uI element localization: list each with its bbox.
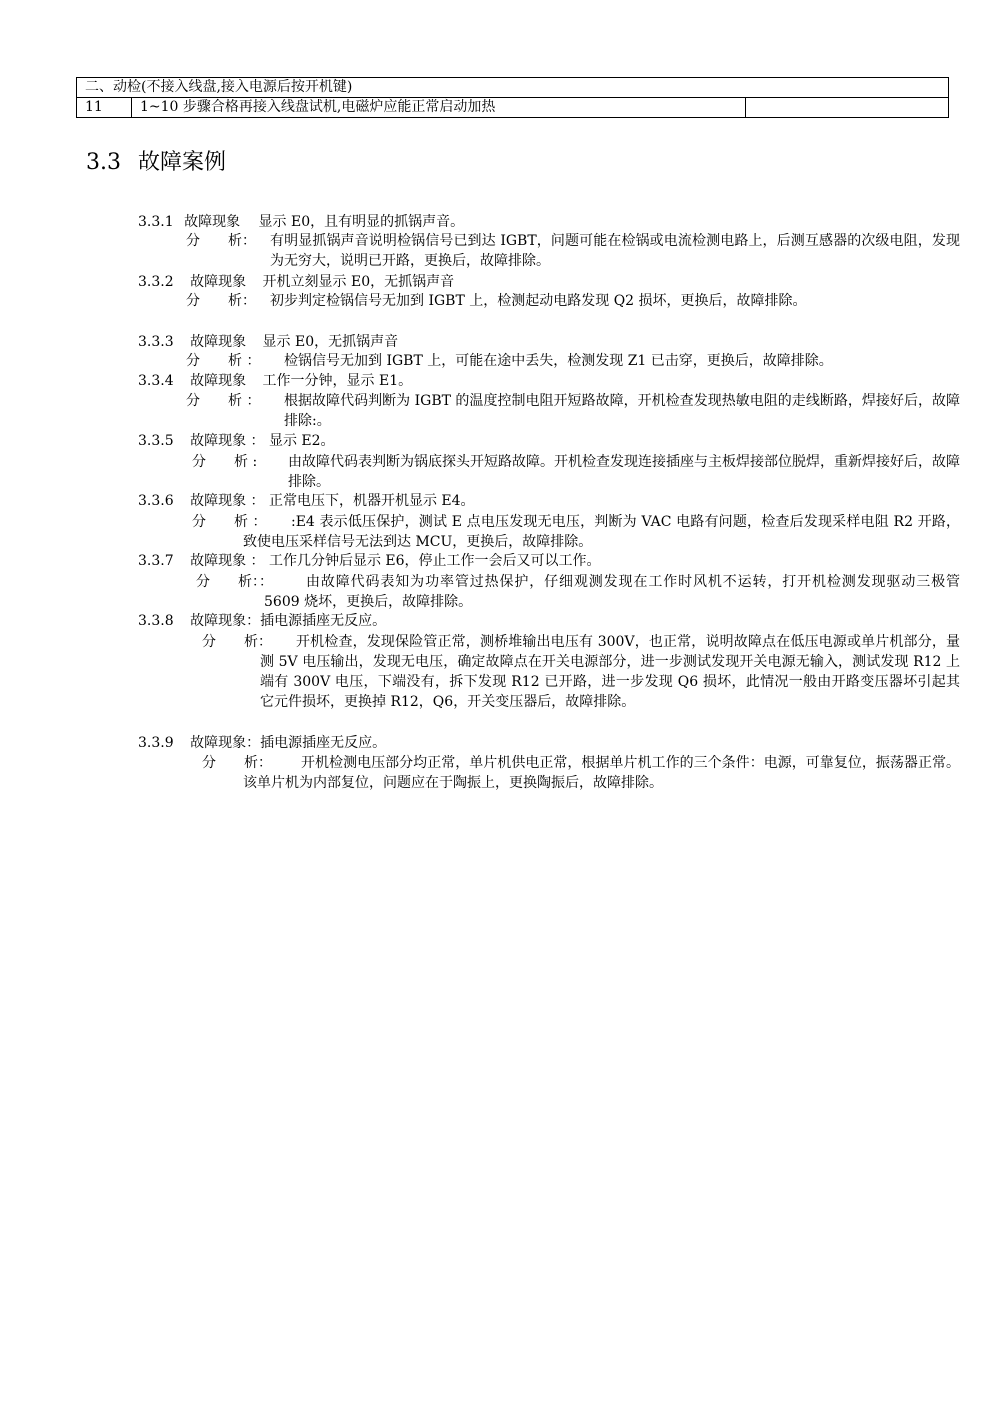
case-id: 3.3.6: [138, 493, 174, 509]
case-analysis-label: 分 析：: [202, 634, 272, 650]
case-id: 3.3.4: [138, 373, 174, 389]
section-title: 故障案例: [138, 150, 227, 175]
case-symptom-line: [138, 734, 386, 752]
table-row: [77, 98, 949, 118]
case-analysis-label: 分 析 ：: [186, 353, 261, 369]
case-symptom-line: [138, 372, 412, 390]
case-symptom-label: 故障现象: [190, 373, 247, 389]
case-symptom-label: 故障现象：: [190, 613, 261, 629]
case-symptom-line: [138, 432, 335, 450]
case-analysis-text: 开机检测电压部分均正常，单片机供电正常，根据单片机工作的三个条件：电源，可靠复位，振荡器正常。该单片机为内部复位，问题应在于陶振上，更换陶振后，故障排除。: [243, 755, 960, 791]
case-id: 3.3.8: [138, 613, 174, 629]
case-analysis-label: 分 析：: [186, 293, 256, 309]
case-symptom-text: 显示 E0，无抓锅声音: [262, 334, 399, 350]
case-id: 3.3.9: [138, 735, 174, 751]
table-cell-remark: [746, 98, 949, 118]
case-symptom-text: 插电源插座无反应。: [260, 613, 387, 629]
case-id: 3.3.3: [138, 334, 174, 350]
case-symptom-text: 插电源插座无反应。: [260, 735, 387, 751]
case-analysis-text: 由故障代码表知为功率管过热保护，仔细观测发现在工作时风机不运转，打开机检测发现驱动三极管 5609 烧坏，更换后，故障排除。: [264, 574, 960, 610]
case-symptom-label: 故障现象 ：: [190, 433, 265, 449]
case-symptom-line: [138, 333, 398, 351]
case-analysis-text: :E4 表示低压保护，测试 E 点电压发现无电压，判断为 VAC 电路有问题，检查后发现采样电阻 R2 开路，致使电压采样信号无法到达 MCU，更换后，故障排除。: [243, 514, 960, 550]
case-symptom-text: 显示 E2。: [268, 433, 335, 449]
section-number: 3.3: [86, 150, 121, 175]
case-analysis-label: 分 析：: [202, 755, 272, 771]
case-symptom-text: 开机立刻显示 E0，无抓锅声音: [262, 274, 455, 290]
section-heading: [86, 150, 226, 176]
case-symptom-label: 故障现象 ：: [190, 493, 265, 509]
case-analysis-text: 开机检查，发现保险管正常，测桥堆输出电压有 300V，也正常，说明故障点在低压电源或单片机部分，量测 5V 电压输出，发现无电压，确定故障点在开关电源部分，进一步测试发现开关电源无输入，测试发现 R12 上端有 300V 电压，下端没有，拆下发现 R12 已开路，进一步发现 Q6 损坏，此情况一般由开路变压器坏引起其它元件损坏，更换掉 R12，Q6，开关变压器后，故障排除。: [260, 634, 960, 710]
inspection-table: [76, 77, 949, 118]
case-symptom-line: [138, 273, 454, 291]
case-id: 3.3.2: [138, 274, 174, 290]
case-analysis-label: 分 析 ：: [186, 393, 261, 409]
case-analysis-text: 检锅信号无加到 IGBT 上，可能在途中丢失，检测发现 Z1 已击穿，更换后，故障排除。: [284, 353, 833, 369]
case-symptom-text: 工作几分钟后显示 E6，停止工作一会后又可以工作。: [268, 553, 601, 569]
case-analysis-label: 分 析：：: [196, 574, 273, 590]
case-symptom-text: 显示 E0，且有明显的抓锅声音。: [258, 214, 465, 230]
case-analysis-text: 有明显抓锅声音说明检锅信号已到达 IGBT，问题可能在检锅或电流检测电路上，后测互感器的次级电阻，发现为无穷大，说明已开路，更换后，故障排除。: [270, 233, 960, 269]
case-id: 3.3.1: [138, 214, 174, 230]
table-section-row: [77, 78, 949, 98]
case-id: 3.3.7: [138, 553, 174, 569]
table-cell-desc: 1~10 步骤合格再接入线盘试机,电磁炉应能正常启动加热: [132, 98, 746, 118]
case-symptom-line: [138, 612, 386, 630]
case-analysis-label: 分 析 :: [192, 454, 258, 470]
case-analysis-text: 根据故障代码判断为 IGBT 的温度控制电阻开短路故障，开机检查发现热敏电阻的走线断路，焊接好后，故障排除:。: [284, 393, 960, 429]
case-symptom-label: 故障现象 ：: [190, 553, 265, 569]
table-cell-no: 11: [77, 98, 132, 118]
case-analysis-label: 分 析：: [186, 233, 256, 249]
case-symptom-text: 正常电压下，机器开机显示 E4。: [268, 493, 475, 509]
case-symptom-line: [138, 552, 601, 570]
case-symptom-label: 故障现象：: [190, 735, 261, 751]
case-analysis-text: 由故障代码表判断为锅底探头开短路故障。开机检查发现连接插座与主板焊接部位脱焊，重新焊接好后，故障排除。: [288, 454, 960, 490]
case-symptom-line: [138, 213, 464, 231]
case-symptom-label: 故障现象: [190, 334, 247, 350]
case-analysis-text: 初步判定检锅信号无加到 IGBT 上，检测起动电路发现 Q2 损坏，更换后，故障排除。: [270, 293, 807, 309]
case-symptom-text: 工作一分钟，显示 E1。: [262, 373, 413, 389]
case-symptom-line: [138, 492, 475, 510]
case-symptom-label: 故障现象: [190, 274, 247, 290]
case-symptom-label: 故障现象: [184, 214, 241, 230]
table-section-cell: 二、动检(不接入线盘,接入电源后按开机键): [77, 78, 949, 98]
case-id: 3.3.5: [138, 433, 174, 449]
case-analysis-label: 分 析 ：: [192, 514, 267, 530]
